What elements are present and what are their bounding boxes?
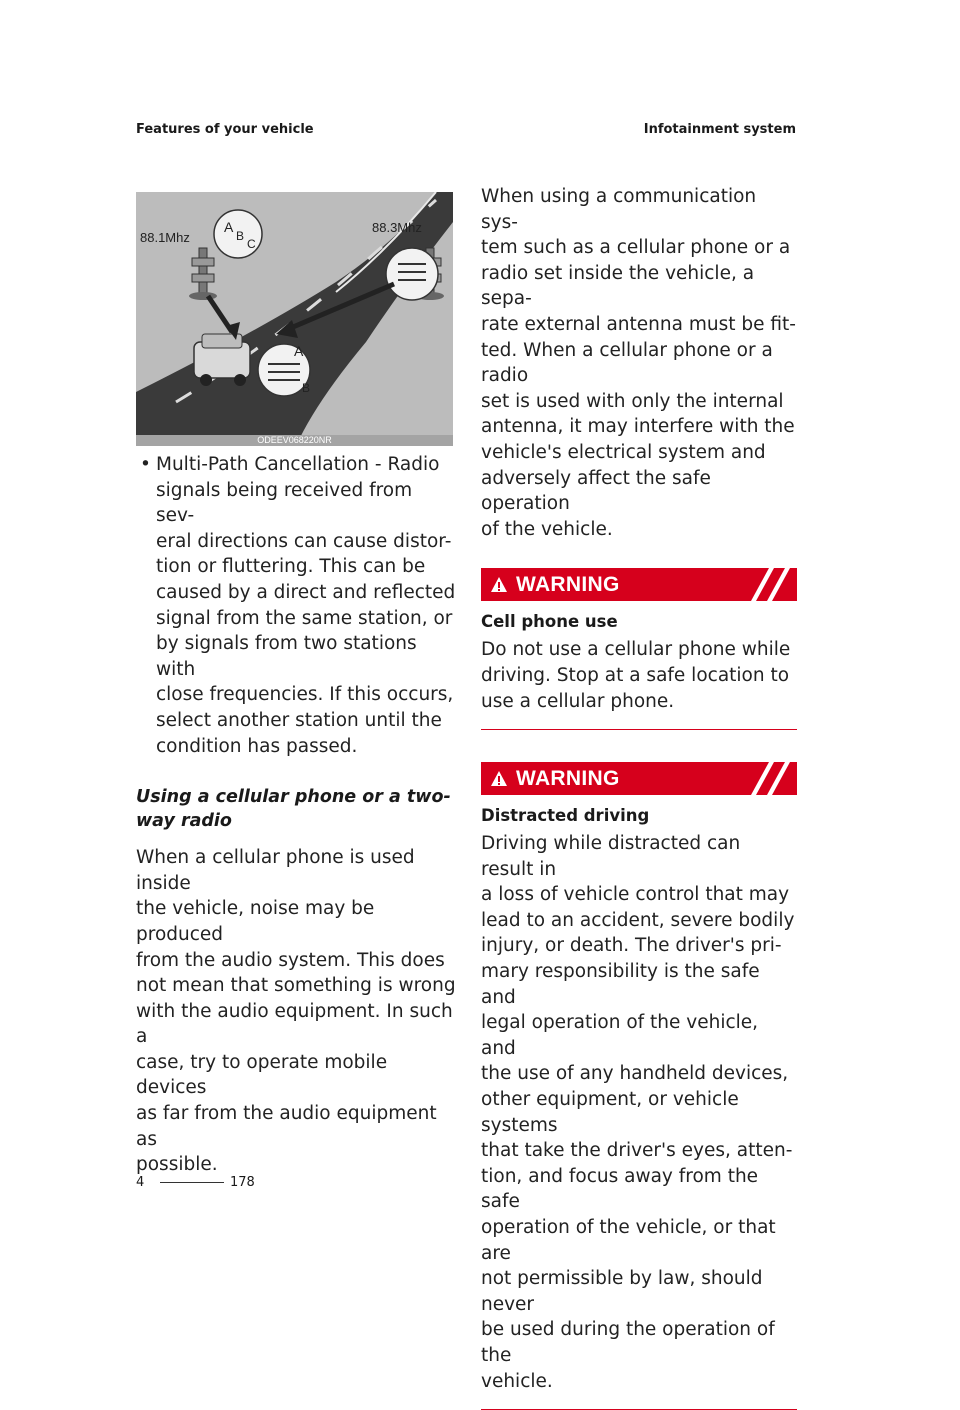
frequency-label-left: 88.1Mhz: [140, 230, 190, 245]
warning-line: tion, and focus away from the safe: [481, 1165, 759, 1213]
paragraph-line: radio set inside the vehicle, a sepa-: [481, 262, 755, 310]
footer-chapter-number: 4: [136, 1175, 145, 1190]
warning-line: a loss of vehicle control that may: [481, 884, 790, 906]
bullet-line: eral directions can cause distor-: [156, 530, 452, 552]
warning-line: mary responsibility is the safe and: [481, 961, 760, 1008]
warning-slash-icon: [747, 568, 797, 601]
warning-header: [481, 762, 797, 795]
section-subheading: [136, 785, 456, 833]
warning-line: other equipment, or vehicle systems: [481, 1089, 739, 1136]
paragraph-line: the vehicle, noise may be produced: [136, 898, 375, 945]
vehicle: [194, 334, 250, 386]
subheading-line: Using a cellular phone or a two-: [136, 787, 451, 808]
letter-a-top: A: [224, 219, 234, 235]
letter-b-bottom: B: [302, 381, 311, 395]
bullet-line: condition has passed.: [156, 735, 358, 757]
warning-line: the use of any handheld devices,: [481, 1063, 789, 1085]
paragraph-line: When a cellular phone is used inside: [136, 847, 415, 894]
warning-line: driving. Stop at a safe location to: [481, 664, 790, 686]
running-header-section: Features of your vehicle: [136, 122, 314, 137]
warning-line: not permissible by law, should never: [481, 1268, 763, 1315]
warning-line: Do not use a cellular phone while: [481, 639, 791, 661]
warning-label: WARNING: [516, 766, 620, 790]
bullet-line: select another station until the: [156, 709, 442, 731]
warning-box-distracted-driving: [481, 762, 797, 1410]
letter-a-bottom: A: [294, 343, 304, 359]
warning-title: Distracted driving: [481, 806, 650, 826]
paragraph-line: rate external antenna must be fit-: [481, 313, 796, 335]
right-column: [481, 184, 797, 1410]
warning-title: Cell phone use: [481, 612, 618, 632]
footer-divider: [160, 1182, 224, 1183]
warning-line: Driving while distracted can result in: [481, 833, 741, 880]
paragraph-line: from the audio system. This does: [136, 949, 445, 971]
warning-line: that take the driver's eyes, atten-: [481, 1140, 793, 1162]
paragraph-line: possible.: [136, 1154, 218, 1176]
warning-line: use a cellular phone.: [481, 690, 675, 712]
warning-label: WARNING: [516, 572, 620, 596]
letter-c-top: C: [247, 237, 256, 251]
running-header-chapter: Infotainment system: [643, 122, 796, 137]
paragraph-line: of the vehicle.: [481, 518, 613, 540]
paragraph-line: as far from the audio equipment as: [136, 1103, 437, 1150]
paragraph-line: tem such as a cellular phone or a: [481, 237, 791, 259]
bullet-line: signal from the same station, or: [156, 607, 453, 629]
bullet-marker: •: [140, 454, 151, 475]
cellular-paragraph: [136, 845, 456, 1178]
bullet-line: signals being received from sev-: [156, 479, 413, 527]
bullet-line: by signals from two stations with: [156, 633, 417, 680]
warning-line: be used during the operation of the: [481, 1319, 775, 1366]
warning-triangle-icon: [490, 770, 508, 788]
warning-line: legal operation of the vehicle, and: [481, 1012, 759, 1059]
warning-end-rule: [481, 729, 797, 730]
warning-line: vehicle.: [481, 1370, 553, 1392]
warning-triangle-icon: [490, 576, 508, 594]
antenna-paragraph: [481, 184, 797, 542]
paragraph-line: set is used with only the internal: [481, 390, 784, 412]
bullet-line: tion or fluttering. This can be: [156, 556, 426, 578]
figure-caption: ODEEV068220NR: [136, 435, 453, 446]
multipath-diagram: [136, 192, 453, 446]
paragraph-line: case, try to operate mobile devices: [136, 1051, 388, 1099]
bullet-line: close frequencies. If this occurs,: [156, 684, 454, 706]
left-column: [136, 452, 456, 1178]
frequency-label-right: 88.3Mhz: [372, 220, 422, 235]
warning-box-cell-phone: [481, 568, 797, 730]
warning-slash-icon: [747, 762, 797, 795]
warning-line: operation of the vehicle, or that are: [481, 1217, 776, 1264]
warning-line: injury, or death. The driver's pri-: [481, 935, 782, 957]
paragraph-line: vehicle's electrical system and: [481, 441, 766, 463]
bullet-multipath: [136, 452, 456, 759]
paragraph-line: not mean that something is wrong: [136, 975, 456, 997]
letter-b-top: B: [236, 229, 245, 243]
signal-bubble-right: [386, 248, 438, 300]
paragraph-line: ted. When a cellular phone or a radio: [481, 339, 773, 387]
subheading-line: way radio: [136, 811, 232, 832]
paragraph-line: When using a communication sys-: [481, 186, 757, 233]
paragraph-line: with the audio equipment. In such a: [136, 1000, 453, 1048]
bullet-line: caused by a direct and reflected: [156, 581, 456, 603]
paragraph-line: antenna, it may interfere with the: [481, 416, 795, 438]
footer-page-number: 178: [230, 1175, 255, 1190]
warning-header: [481, 568, 797, 601]
warning-line: lead to an accident, severe bodily: [481, 909, 795, 931]
multipath-illustration: [136, 192, 453, 446]
bullet-line: Multi-Path Cancellation - Radio: [156, 454, 440, 475]
paragraph-line: adversely affect the safe operation: [481, 467, 711, 515]
left-radio-tower: [189, 248, 217, 300]
